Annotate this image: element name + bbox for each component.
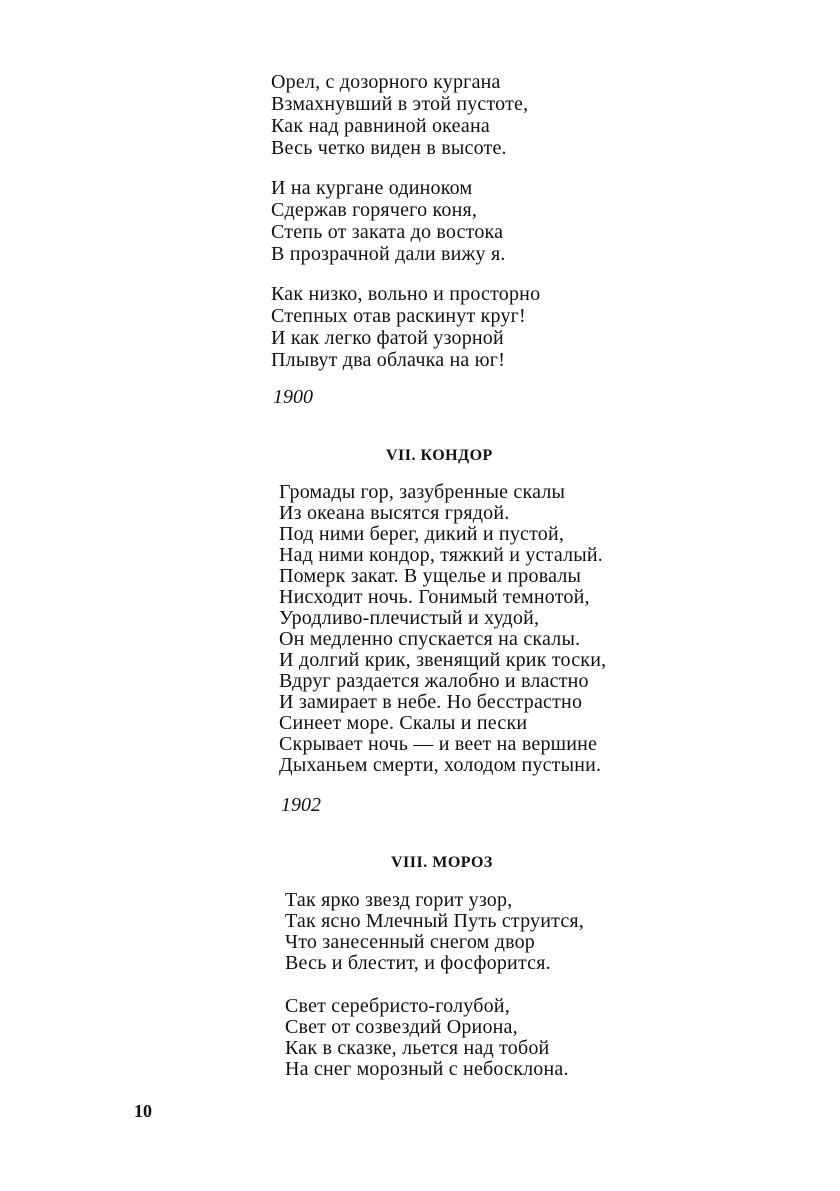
poem2-line3: Под ними берег, дикий и пустой, [279,523,565,545]
poem2-year: 1902 [281,794,321,816]
poem2-line10: Вдруг раздается жалобно и властно [279,670,589,692]
poem1-stanza2-line4: В прозрачной дали вижу я. [271,243,506,265]
poem3-stanza2-line2: Свет от созвездий Ориона, [285,1016,518,1038]
poem1-stanza1-line4: Весь четко виден в высоте. [271,137,507,159]
poem1-year: 1900 [273,386,313,408]
poem1-stanza3-line3: И как легко фатой узорной [271,327,504,349]
poem1-stanza3-line2: Степных отав раскинут круг! [271,305,526,327]
poem1-stanza1-line3: Как над равниной океана [271,115,490,137]
poem2-line11: И замирает в небе. Но бесстрастно [279,691,583,713]
poem3-stanza2-line4: На снег морозный с небосклона. [285,1058,569,1080]
poem2-line13: Скрывает ночь — и веет на вершине [279,733,598,755]
poem1-stanza3-line1: Как низко, вольно и просторно [271,283,541,305]
poem1-stanza2-line2: Сдержав горячего коня, [271,199,478,221]
poem3-title: VIII. МОРОЗ [391,854,493,871]
poem2-line9: И долгий крик, звенящий крик тоски, [279,649,607,671]
poem2-line4: Над ними кондор, тяжкий и усталый. [279,544,603,566]
poem2-line12: Синеет море. Скалы и пески [279,712,528,734]
poem1-stanza1-line2: Взмахнувший в этой пустоте, [271,93,529,115]
poem3-stanza2-line1: Свет серебристо-голубой, [285,995,510,1017]
poem2-line8: Он медленно спускается на скалы. [279,628,581,650]
poem3-stanza1-line2: Так ясно Млечный Путь струится, [285,910,585,932]
poem3-stanza2-line3: Как в сказке, льется над тобой [285,1037,550,1059]
poem3-stanza1-line3: Что занесенный снегом двор [285,931,535,953]
poem2-title: VII. КОНДОР [386,447,493,464]
poem3-stanza1-line4: Весь и блестит, и фосфорится. [285,952,551,974]
poem1-stanza3-line4: Плывут два облачка на юг! [271,349,506,371]
poem2-line1: Громады гор, зазубренные скалы [279,481,566,503]
page-number: 10 [134,1101,152,1121]
poem2-line6: Нисходит ночь. Гонимый темнотой, [279,586,590,608]
poem2-line14: Дыханьем смерти, холодом пустыни. [279,754,602,776]
poem1-stanza2-line1: И на кургане одиноком [271,177,473,199]
poem3-stanza1-line1: Так ярко звезд горит узор, [285,889,513,911]
poem2-line7: Уродливо-плечистый и худой, [279,607,540,629]
poem2-line5: Померк закат. В ущелье и провалы [279,565,582,587]
poem2-line2: Из океана высятся грядой. [279,502,510,524]
poem1-stanza1-line1: Орел, с дозорного кургана [271,71,501,93]
poem1-stanza2-line3: Степь от заката до востока [271,221,504,243]
